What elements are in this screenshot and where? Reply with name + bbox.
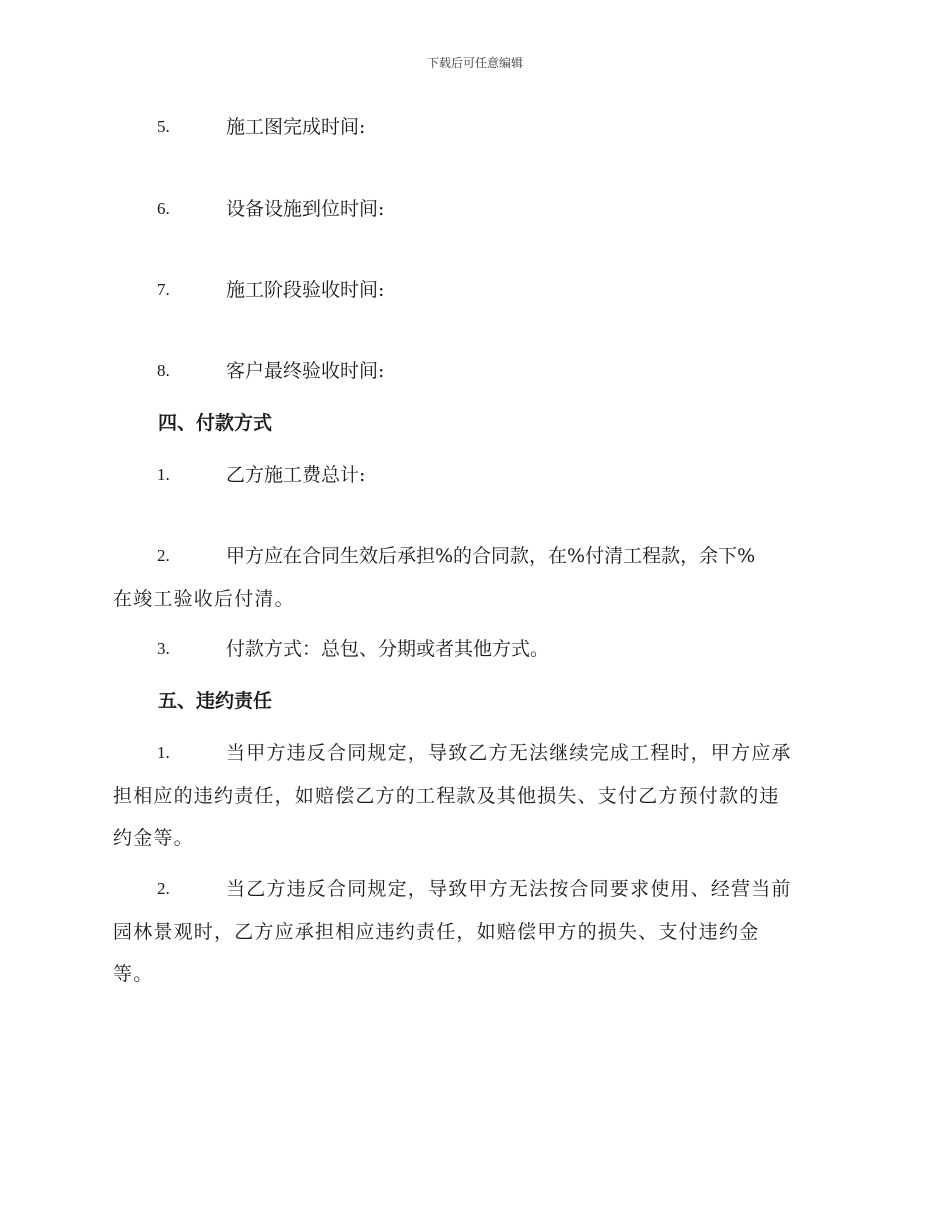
- liability-item-1-number: 1.: [157, 743, 170, 762]
- payment-item-2-line-1: 甲方应在合同生效后承担%的合同款，在%付清工程款，余下%: [226, 545, 756, 567]
- payment-item-2-line-2: 在竣工验收后付清。: [113, 588, 295, 610]
- section-heading-liability: 五、违约责任: [158, 690, 273, 712]
- liability-item-2-line-2: 园林景观时，乙方应承担相应违约责任，如赔偿甲方的损失、支付违约金: [113, 921, 760, 943]
- header-note: 下载后可任意编辑: [426, 56, 523, 70]
- liability-item-1-line-2: 担相应的违约责任，如赔偿乙方的工程款及其他损失、支付乙方预付款的违: [113, 785, 780, 807]
- payment-item-3-number: 3.: [157, 639, 170, 658]
- item-text-5: 施工图完成时间:: [226, 116, 366, 138]
- item-number-6: 6.: [157, 199, 170, 218]
- payment-item-2-number: 2.: [157, 546, 170, 565]
- liability-item-1-line-1: 当甲方违反合同规定，导致乙方无法继续完成工程时，甲方应承: [226, 742, 792, 764]
- item-text-7: 施工阶段验收时间:: [226, 279, 385, 301]
- liability-item-2-line-1: 当乙方违反合同规定，导致甲方无法按合同要求使用、经营当前: [226, 878, 792, 900]
- payment-item-1-text: 乙方施工费总计:: [226, 464, 366, 486]
- payment-item-1-number: 1.: [157, 465, 170, 484]
- item-number-7: 7.: [157, 280, 170, 299]
- liability-item-2-number: 2.: [157, 879, 170, 898]
- liability-item-1-line-3: 约金等。: [113, 827, 194, 849]
- item-text-6: 设备设施到位时间:: [226, 198, 385, 220]
- liability-item-2-line-3: 等。: [113, 963, 154, 985]
- item-number-5: 5.: [157, 117, 170, 136]
- item-number-8: 8.: [157, 361, 170, 380]
- section-heading-payment: 四、付款方式: [158, 412, 273, 434]
- item-text-8: 客户最终验收时间:: [226, 360, 385, 382]
- payment-item-3-text: 付款方式：总包、分期或者其他方式。: [226, 638, 550, 660]
